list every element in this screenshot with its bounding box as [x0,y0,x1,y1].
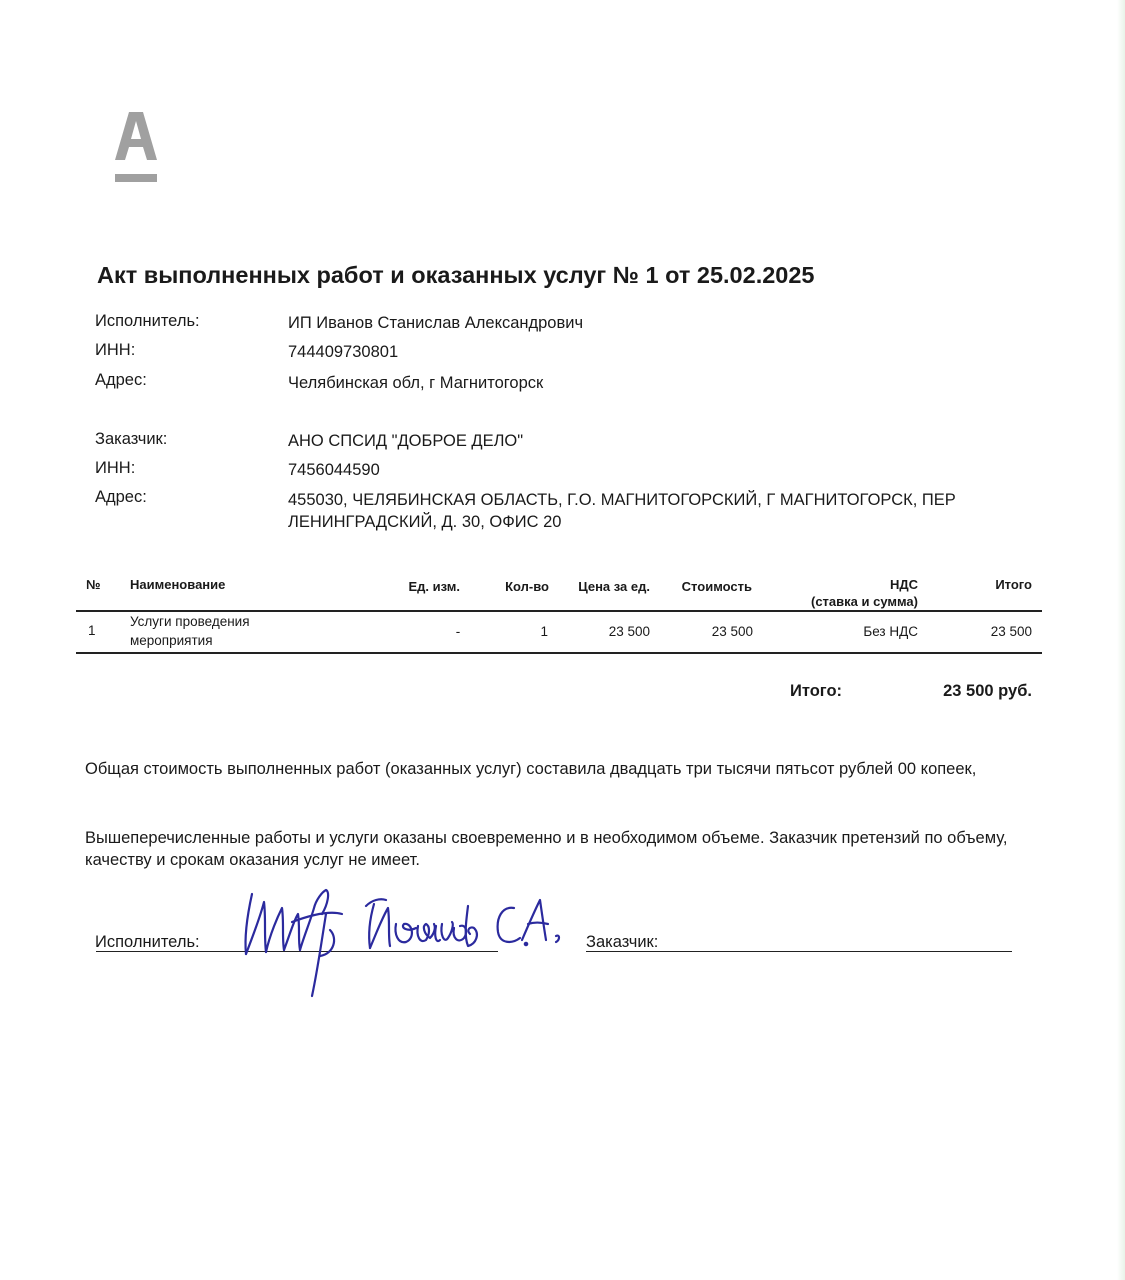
executor-label: Исполнитель: [95,312,200,330]
col-header-price: Цена за ед. [578,579,650,594]
customer-name: АНО СПСИД "ДОБРОЕ ДЕЛО" [288,432,524,450]
row-num: 1 [88,623,96,638]
row-vat: Без НДС [863,624,918,639]
page-edge [1117,0,1125,1280]
row-price: 23 500 [608,624,650,639]
document-title: Акт выполненных работ и оказанных услуг № 1 от 25.02.2025 [97,262,815,288]
customer-address: 455030, ЧЕЛЯБИНСКАЯ ОБЛАСТЬ, Г.О. МАГНИТОГОРСКИЙ, Г МАГНИТОГОРСК, ПЕР ЛЕНИНГРАДСКИЙ, Д. 30, ОФИС 20 [288,491,956,531]
col-header-vat-sub: (ставка и сумма) [810,594,918,609]
customer-label: Заказчик: [95,430,168,448]
customer-address-label: Адрес: [95,488,147,506]
row-qty: 1 [540,624,548,639]
customer-signature-label: Заказчик: [586,933,659,951]
alfa-bank-logo-icon [110,108,162,184]
executor-address: Челябинская обл, г Магнитогорск [288,374,544,392]
table-header-divider [76,610,1042,612]
row-total: 23 500 [990,624,1032,639]
total-label: Итого: [790,682,843,700]
col-header-cost: Стоимость [681,579,752,594]
col-header-num: № [86,577,101,592]
executor-inn: 744409730801 [288,343,399,361]
col-header-vat: НДС [889,577,918,592]
row-unit: - [455,624,461,639]
executor-name: ИП Иванов Станислав Александрович [288,314,584,332]
total-sentence: Общая стоимость выполненных работ (оказанных услуг) составила двадцать три тысячи пятьсот рублей 00 копеек, [85,760,977,778]
handwritten-signature-icon [230,878,580,1006]
executor-address-label: Адрес: [95,371,147,389]
executor-inn-label: ИНН: [95,341,136,359]
customer-inn-label: ИНН: [95,459,136,477]
col-header-unit: Ед. изм. [408,579,460,594]
executor-signature-label: Исполнитель: [95,933,200,951]
col-header-total: Итого [995,577,1032,592]
total-value: 23 500 руб. [943,682,1032,700]
row-name-line2: мероприятия [130,633,213,648]
customer-signature-line [586,951,1012,952]
col-header-qty: Кол-во [505,579,549,594]
table-bottom-divider [76,652,1042,654]
statement-paragraph: Вышеперечисленные работы и услуги оказаны своевременно и в необходимом объеме. Заказчик претензий по объему, качеству и срокам оказания услуг не имеет. [85,829,1008,869]
customer-inn: 7456044590 [288,461,380,479]
row-cost: 23 500 [711,624,753,639]
row-name-line1: Услуги проведения [130,614,250,629]
col-header-name: Наименование [130,577,226,592]
